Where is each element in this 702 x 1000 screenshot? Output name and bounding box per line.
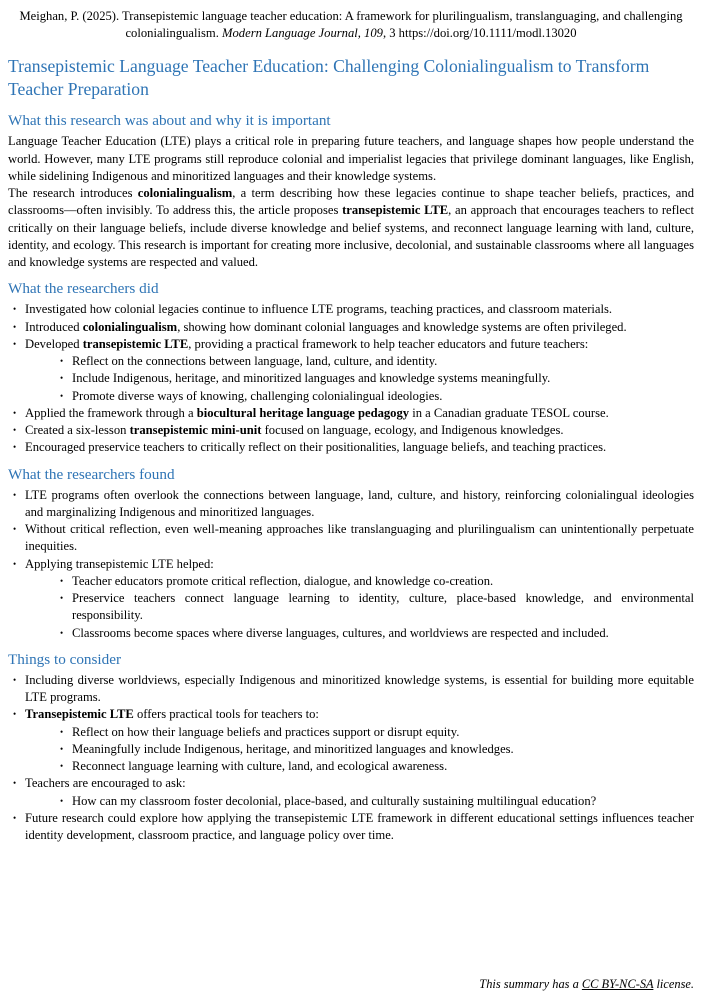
bullet-item	[8, 810, 694, 845]
bullet-text-segment: Without critical reflection, even well-meaning approaches like translanguaging and plurilingualism can unintentionally perpetuate inequities.	[25, 522, 694, 554]
paragraph-text: transepistemic LTE	[342, 203, 449, 218]
bullet-item	[8, 487, 694, 522]
bullet-marker-icon: •	[60, 593, 64, 604]
bullet-text-segment: LTE programs often overlook the connections between language, land, culture, and history, reinforcing colonialingual ideologies and marginalizing Indigenous and minoritized languages.	[25, 487, 694, 519]
bullet-item	[55, 625, 694, 642]
bullet-item	[8, 405, 694, 422]
bullet-text	[25, 301, 694, 318]
license-note	[8, 967, 694, 992]
citation-text: Modern Language Journal, 109	[222, 26, 383, 40]
section-heading: What this research was about and why it is important	[8, 112, 331, 130]
bullet-text-segment: Preservice teachers connect language learning to identity, culture, place-based knowledge, and environmental responsibility.	[72, 591, 694, 623]
bullet-text-segment: Include Indigenous, heritage, and minoritized languages and knowledge systems meaningfully.	[72, 371, 551, 386]
bullet-item	[8, 301, 694, 318]
bullet-text	[25, 810, 694, 845]
paragraph-text: , an approach that encourages teachers to reflect critically on their language beliefs, include diverse knowledge and belief systems, and reconnect language learning with land, culture, identity, and ecology. This research is important for creating more inclusive, decolonial, and sustainable classrooms where all languages and knowledge systems are respected and valued.	[8, 203, 694, 270]
bullet-text-segment: colonialingualism	[82, 319, 178, 334]
paragraph-text: colonialingualism	[137, 186, 233, 201]
bullet-text	[72, 758, 694, 775]
bullet-text-segment: Teacher educators promote critical reflection, dialogue, and knowledge co-creation.	[72, 573, 494, 588]
bullet-text	[72, 353, 694, 370]
bullet-text	[25, 556, 694, 573]
bullet-text-segment: Promote diverse ways of knowing, challenging colonialingual ideologies.	[72, 388, 443, 403]
bullet-marker-icon: •	[60, 627, 64, 638]
bullet-item	[8, 319, 694, 336]
license-link[interactable]: CC BY-NC-SA	[581, 977, 654, 991]
bullet-text	[25, 405, 694, 422]
bullet-marker-icon: •	[60, 575, 64, 586]
bullet-text-segment: Teachers are encouraged to ask:	[25, 776, 186, 791]
bullet-item	[8, 521, 694, 556]
license-text: license.	[653, 977, 694, 991]
bullet-text	[72, 793, 694, 810]
bullet-text-segment: in a Canadian graduate TESOL course.	[409, 405, 609, 420]
license-text: This summary has a	[479, 977, 582, 991]
bullet-marker-icon: •	[60, 795, 64, 806]
bullet-text-segment: , providing a practical framework to help teacher educators and future teachers:	[188, 336, 589, 351]
bullet-marker-icon: •	[13, 558, 17, 569]
bullet-marker-icon: •	[13, 674, 17, 685]
paragraph-text: , a term describing how these legacies continue to shape teacher beliefs, practices, and classrooms—often invisibly. To address this, the article proposes	[8, 186, 694, 218]
bullet-item	[8, 336, 694, 353]
bullet-text	[72, 573, 694, 590]
bullet-marker-icon: •	[13, 425, 17, 436]
bullet-text-segment: , showing how dominant colonial languages and knowledge systems are often privileged.	[177, 319, 627, 334]
bullet-text-segment: offers practical tools for teachers to:	[133, 707, 319, 722]
bullet-text-segment: transepistemic LTE	[82, 336, 189, 351]
bullet-text	[25, 336, 694, 353]
bullet-marker-icon: •	[13, 442, 17, 453]
bullet-text	[25, 319, 694, 336]
bullet-text-segment: Meaningfully include Indigenous, heritage, and minoritized languages and knowledges.	[72, 741, 514, 756]
bullet-marker-icon: •	[13, 338, 17, 349]
bullet-text-segment: Applied the framework through a	[25, 405, 197, 420]
bullet-marker-icon: •	[13, 778, 17, 789]
citation-text: , 3 https://doi.org/10.1111/modl.13020	[382, 26, 577, 40]
bullet-text-segment: Applying transepistemic LTE helped:	[25, 556, 214, 571]
bullet-marker-icon: •	[13, 304, 17, 315]
bullet-marker-icon: •	[60, 356, 64, 367]
bullet-text	[25, 439, 694, 456]
bullet-text-segment: How can my classroom foster decolonial, place-based, and culturally sustaining multilingual education?	[72, 793, 597, 808]
paragraph-text: Language Teacher Education (LTE) plays a critical role in preparing future teachers, and language shapes how people understand the world. However, many LTE programs still reproduce colonial and imperialist legacies that privilege dominant languages, like English, while sidelining Indigenous and minoritized languages and their knowledge systems.	[8, 134, 694, 183]
bullet-item	[8, 706, 694, 723]
citation	[8, 8, 694, 42]
bullet-text	[72, 388, 694, 405]
bullet-item	[8, 556, 694, 573]
bullet-item	[55, 573, 694, 590]
bullet-text	[25, 775, 694, 792]
paragraph-text: The research introduces	[8, 186, 138, 201]
bullet-item	[55, 758, 694, 775]
section-heading: Things to consider	[8, 650, 122, 668]
bullet-text	[72, 724, 694, 741]
bullet-marker-icon: •	[13, 489, 17, 500]
bullet-text-segment: Developed	[25, 336, 83, 351]
bullet-item	[8, 672, 694, 707]
bullet-text-segment: Encouraged preservice teachers to critically reflect on their positionalities, language beliefs, and teaching practices.	[25, 440, 607, 455]
bullet-text-segment: transepistemic mini-unit	[129, 423, 262, 438]
bullet-text-segment: Reflect on the connections between language, land, culture, and identity.	[72, 354, 438, 369]
bullet-text-segment: Reflect on how their language beliefs and practices support or disrupt equity.	[72, 724, 460, 739]
bullet-marker-icon: •	[60, 761, 64, 772]
bullet-text-segment: Classrooms become spaces where diverse languages, cultures, and worldviews are respected and included.	[72, 625, 609, 640]
bullet-text-segment: biocultural heritage language pedagogy	[196, 405, 410, 420]
citation-text: Meighan, P. (2025). Transepistemic language teacher education: A framework for plurilingualism, translanguaging, and challenging colonialingualism.	[19, 9, 683, 40]
bullet-marker-icon: •	[13, 407, 17, 418]
bullet-text	[72, 625, 694, 642]
bullet-text-segment: Transepistemic LTE	[25, 707, 134, 722]
bullet-text-segment: Reconnect language learning with culture, land, and ecological awareness.	[72, 759, 448, 774]
bullet-item	[55, 724, 694, 741]
bullet-item	[8, 775, 694, 792]
bullet-text-segment: Future research could explore how applying the transepistemic LTE framework in different educational settings influences teacher identity development, classroom practice, and language policy over time.	[25, 810, 694, 843]
bullet-text	[25, 487, 694, 522]
bullet-marker-icon: •	[60, 373, 64, 384]
bullet-marker-icon: •	[60, 390, 64, 401]
sections-container	[8, 103, 694, 844]
bullet-marker-icon: •	[13, 321, 17, 332]
bullet-text-segment: Introduced	[25, 319, 83, 334]
bullet-text	[25, 706, 694, 723]
bullet-item	[55, 370, 694, 387]
bullet-text	[25, 672, 694, 707]
bullet-text	[25, 521, 694, 556]
bullet-item	[55, 741, 694, 758]
bullet-item	[8, 439, 694, 456]
bullet-text	[72, 741, 694, 758]
bullet-marker-icon: •	[60, 726, 64, 737]
bullet-text-segment: focused on language, ecology, and Indigenous knowledges.	[261, 423, 564, 438]
bullet-text	[72, 370, 694, 387]
bullet-text	[72, 590, 694, 625]
page-title: Transepistemic Language Teacher Education: Challenging Colonialingualism to Transform Teacher Preparation	[8, 56, 650, 100]
bullet-item	[55, 353, 694, 370]
bullet-marker-icon: •	[13, 812, 17, 823]
paragraph	[8, 133, 694, 185]
bullet-text-segment: Created a six-lesson	[25, 423, 130, 438]
bullet-text-segment: Investigated how colonial legacies continue to influence LTE programs, teaching practices, and classroom materials.	[25, 302, 613, 317]
bullet-text-segment: Including diverse worldviews, especially Indigenous and minoritized knowledge systems, is essential for building more equitable LTE programs.	[25, 672, 694, 705]
section-heading: What the researchers did	[8, 280, 159, 298]
bullet-item	[8, 422, 694, 439]
bullet-item	[55, 590, 694, 625]
bullet-marker-icon: •	[60, 743, 64, 754]
bullet-marker-icon: •	[13, 709, 17, 720]
bullet-item	[55, 388, 694, 405]
bullet-text	[25, 422, 694, 439]
section-heading: What the researchers found	[8, 465, 175, 483]
bullet-marker-icon: •	[13, 524, 17, 535]
paragraph	[8, 185, 694, 271]
bullet-item	[55, 793, 694, 810]
